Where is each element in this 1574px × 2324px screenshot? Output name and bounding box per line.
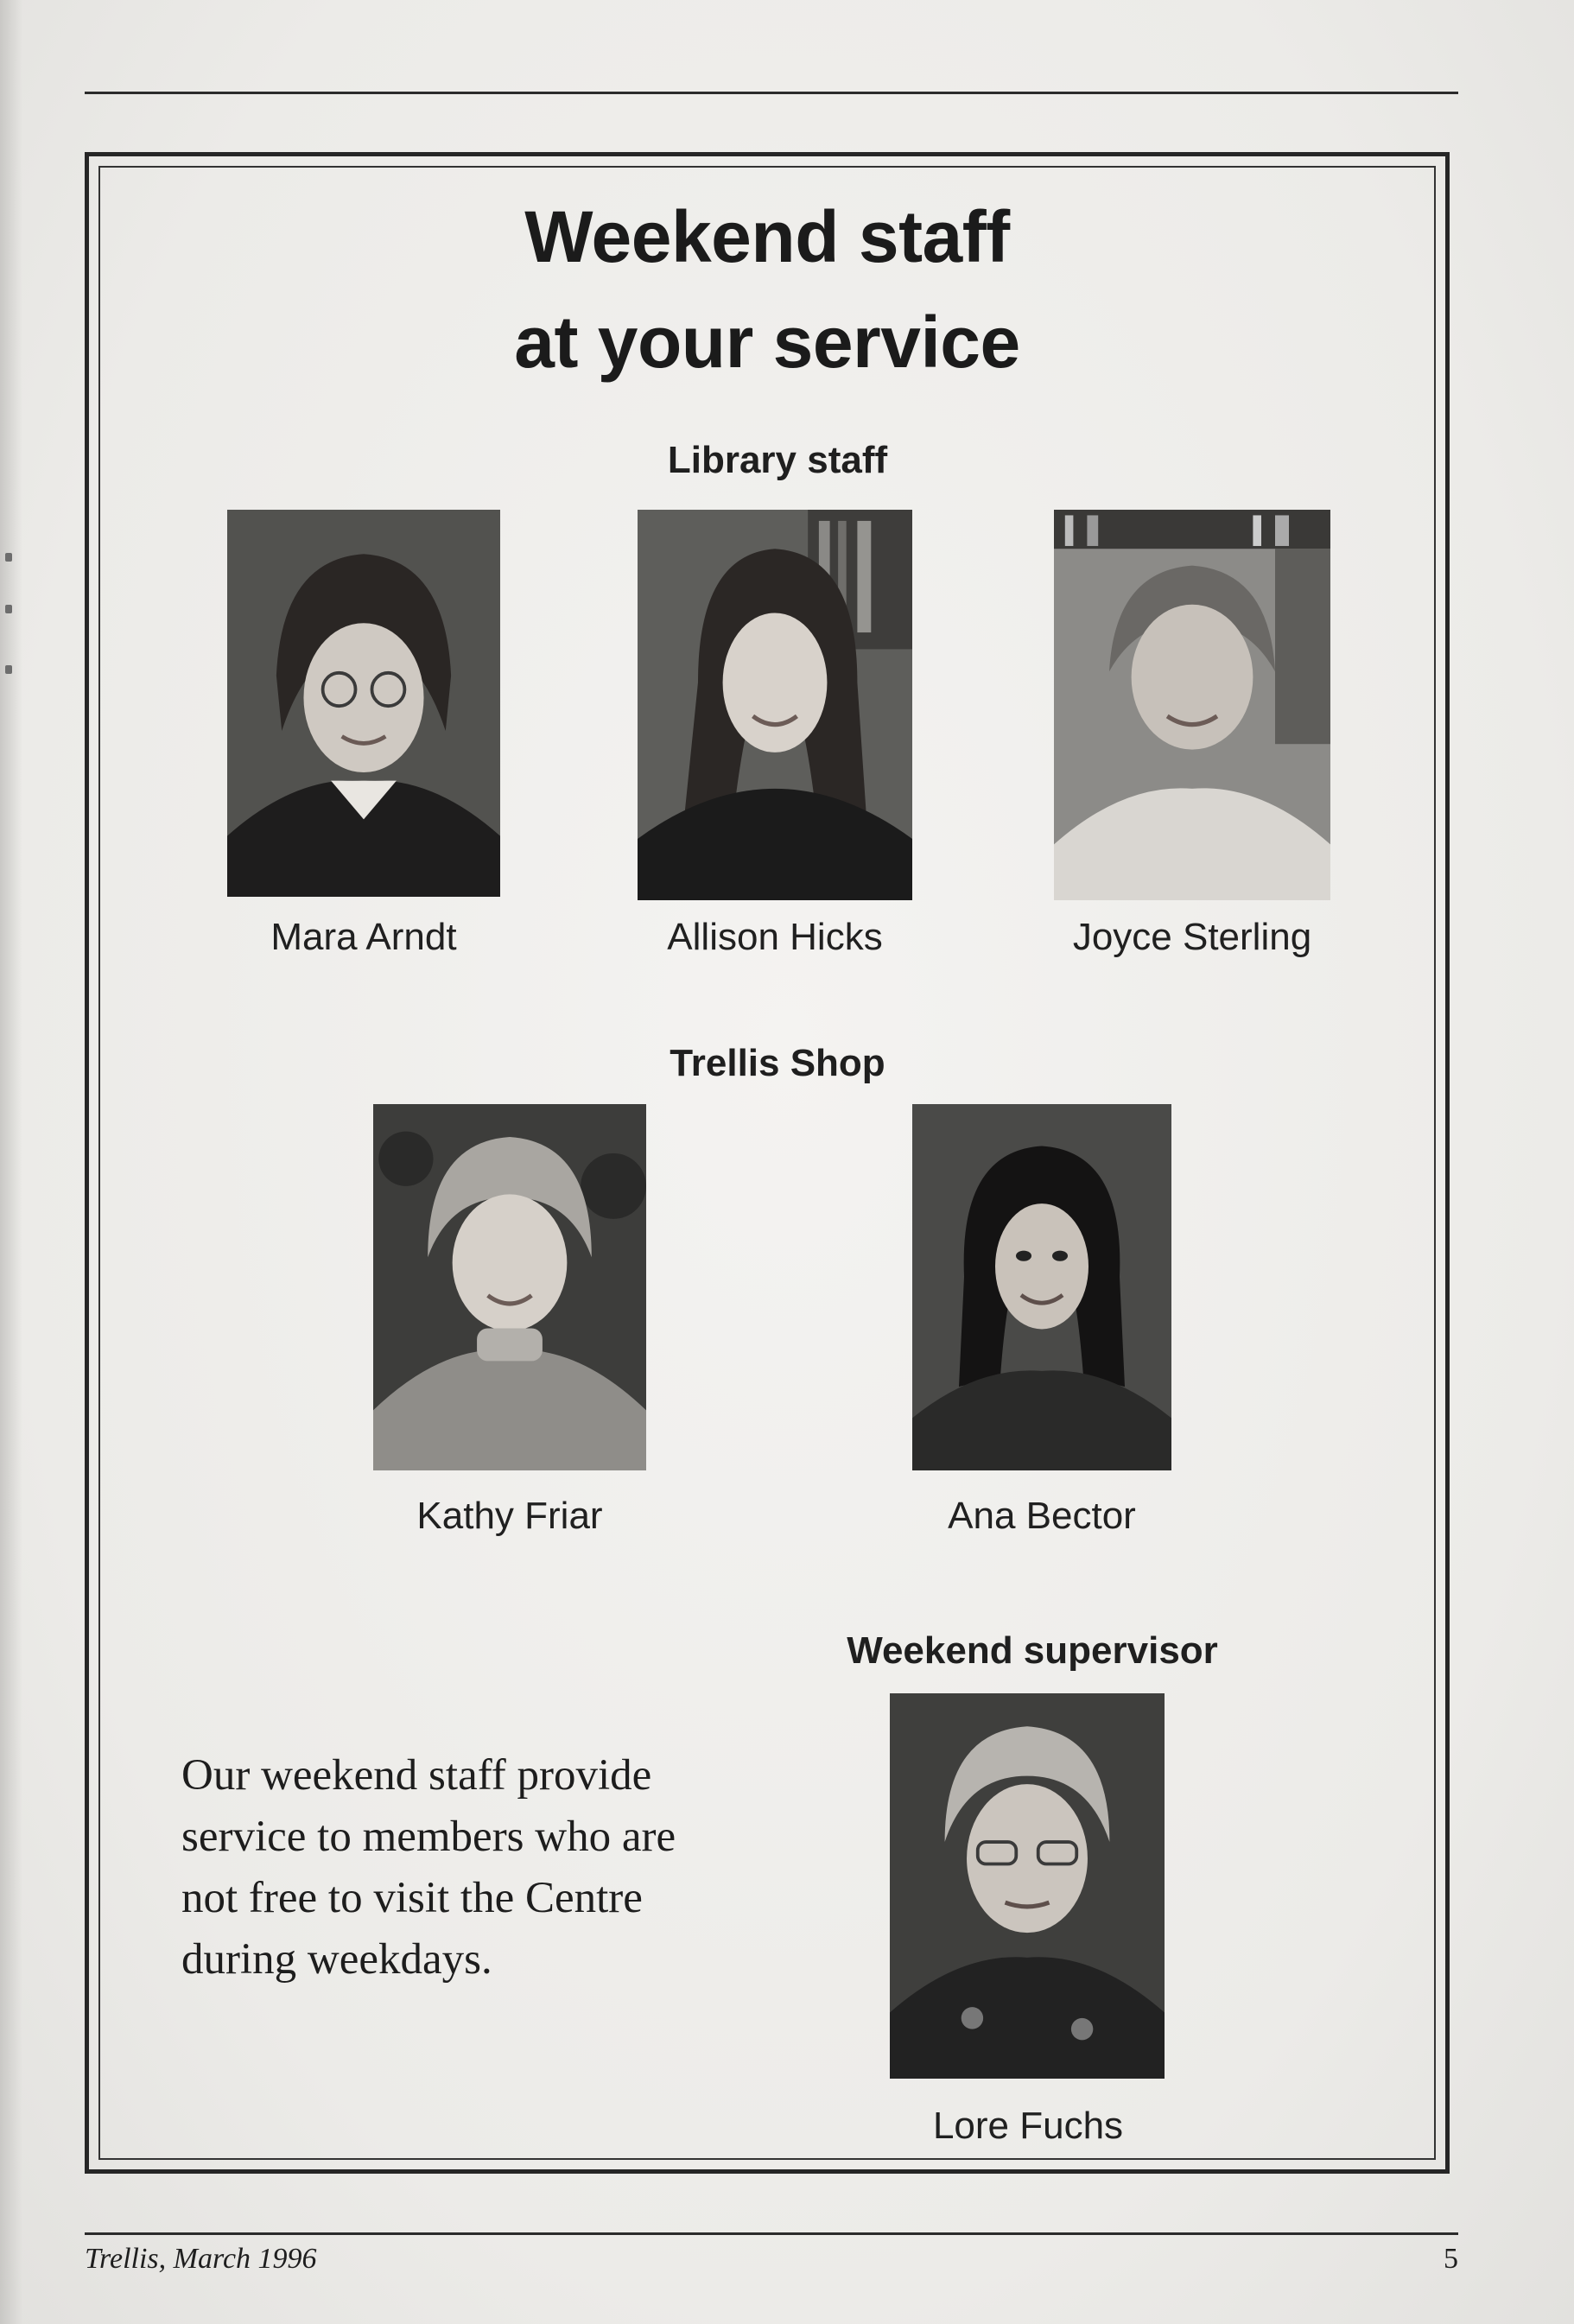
footer-publication: Trellis, March 1996	[85, 2243, 317, 2275]
caption-joyce-sterling: Joyce Sterling	[1072, 916, 1312, 958]
caption-ana-bector: Ana Bector	[948, 1495, 1136, 1537]
photo-lore-fuchs	[890, 1693, 1165, 2079]
photo-allison-hicks	[638, 510, 912, 900]
article-blurb	[181, 1745, 786, 1991]
photo-kathy-friar	[373, 1104, 646, 1470]
photo-mara-arndt	[227, 510, 500, 897]
photo-ana-bector	[912, 1104, 1171, 1470]
staple-mark	[5, 665, 12, 674]
staple-mark	[5, 605, 12, 613]
weekend-supervisor-heading: Weekend supervisor	[847, 1629, 1218, 1672]
staple-mark	[5, 553, 12, 562]
top-rule	[85, 92, 1458, 94]
footer-page-number: 5	[1444, 2243, 1458, 2275]
headline-line-2: at your service	[514, 302, 1020, 383]
blurb-line: not free to visit the Centre	[181, 1874, 643, 1922]
binding-shadow	[0, 0, 22, 2324]
caption-lore-fuchs: Lore Fuchs	[932, 2105, 1124, 2147]
trellis-shop-heading: Trellis Shop	[670, 1042, 885, 1084]
bottom-rule	[85, 2232, 1458, 2235]
headline-line-1: Weekend staff	[524, 196, 1010, 277]
caption-kathy-friar: Kathy Friar	[416, 1495, 603, 1537]
caption-allison-hicks: Allison Hicks	[667, 916, 883, 958]
blurb-line: service to members who are	[181, 1813, 676, 1861]
caption-mara-arndt: Mara Arndt	[270, 916, 457, 958]
blurb-line: during weekdays.	[181, 1935, 492, 1984]
blurb-line: Our weekend staff provide	[181, 1751, 652, 1800]
library-staff-heading: Library staff	[667, 439, 888, 481]
photo-joyce-sterling	[1054, 510, 1330, 900]
